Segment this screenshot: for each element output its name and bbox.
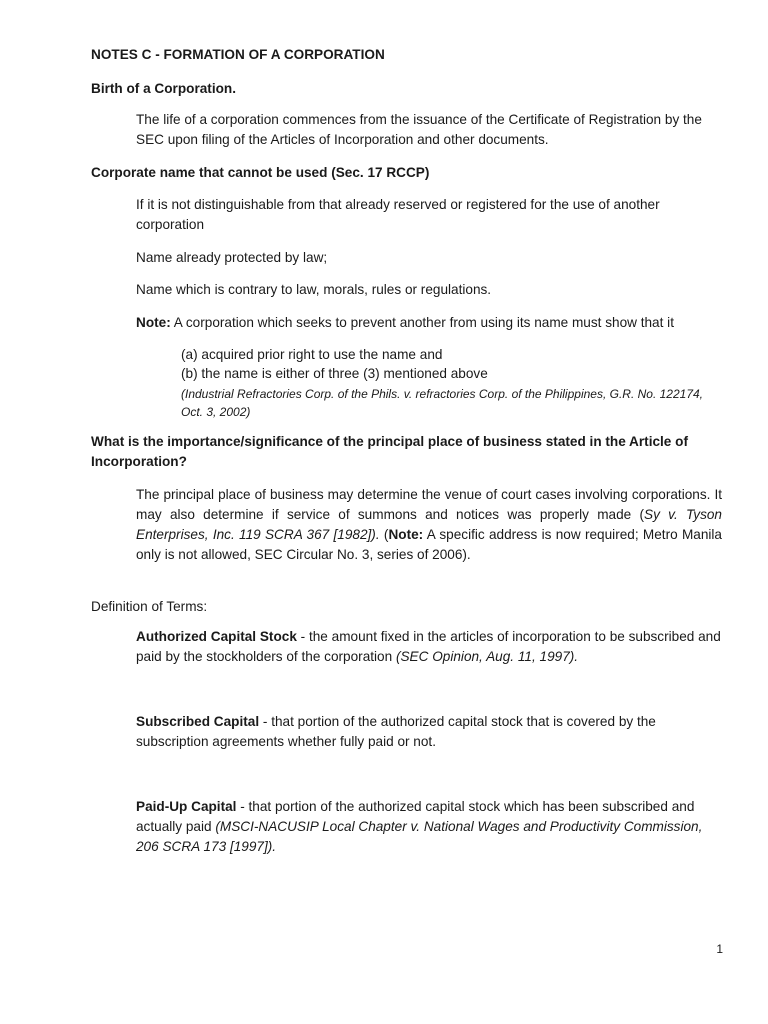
term-label: Subscribed Capital (136, 714, 260, 729)
principal-place-paragraph (136, 485, 722, 565)
birth-paragraph: The life of a corporation commences from the issuance of the Certificate of Registration by the SEC upon filing of the Articles of Incorporation and other documents. (136, 112, 702, 147)
note-label: Note: (136, 315, 171, 330)
principal-case-citation: Sy v. Tyson Enterprises, Inc. 119 SCRA 367 [1982]). (136, 507, 722, 542)
note-sub-b: (b) the name is either of three (3) mentioned above (181, 366, 488, 381)
note-sub-a: (a) acquired prior right to use the name and (181, 347, 443, 362)
term-citation: (MSCI-NACUSIP Local Chapter v. National Wages and Productivity Commission, 206 SCRA 173 [1997]). (136, 819, 703, 854)
term-citation: (SEC Opinion, Aug. 11, 1997). (395, 649, 579, 664)
section-heading-birth: Birth of a Corporation. (91, 81, 236, 96)
section-heading-principal-place: What is the importance/significance of the principal place of business stated in the Article of Incorporation? (91, 434, 688, 469)
definition-heading: Definition of Terms: (91, 599, 208, 614)
definition-authorized-capital-stock (136, 627, 722, 667)
document-title: NOTES C - FORMATION OF A CORPORATION (91, 47, 385, 62)
name-restriction-1: If it is not distinguishable from that already reserved or registered for the use of another corporation (136, 197, 660, 232)
term-label: Paid-Up Capital (136, 799, 237, 814)
term-text: - that portion of the authorized capital stock that is covered by the subscription agreements whether fully paid or not. (136, 714, 656, 749)
definition-subscribed-capital (136, 712, 722, 752)
definition-paid-up-capital (136, 797, 722, 857)
name-restriction-3: Name which is contrary to law, morals, rules or regulations. (136, 282, 492, 297)
note-text: A corporation which seeks to prevent another from using its name must show that it (170, 315, 674, 330)
principal-note-label: Note: (388, 527, 424, 542)
page-number: 1 (716, 942, 723, 956)
term-text: - the amount fixed in the articles of incorporation to be subscribed and paid by the stockholders of the corporation (136, 629, 721, 664)
note-citation: (Industrial Refractories Corp. of the Phils. v. refractories Corp. of the Philippines, G.R. No. 122174, Oct. 3, 2002) (181, 387, 704, 419)
term-label: Authorized Capital Stock (136, 629, 297, 644)
principal-text-1: The principal place of business may determine the venue of court cases involving corporations. It may also determine if service of summons and notices was properly made ( (136, 487, 722, 522)
principal-text-2: ( (379, 527, 389, 542)
section-heading-corporate-name: Corporate name that cannot be used (Sec. 17 RCCP) (91, 165, 430, 180)
principal-text-3: A specific address is now required; Metro Manila only is not allowed, SEC Circular No. 3, series of 2006). (136, 527, 722, 562)
note-paragraph (136, 313, 722, 333)
term-text: - that portion of the authorized capital stock which has been subscribed and actually paid (136, 799, 695, 834)
name-restriction-2: Name already protected by law; (136, 250, 328, 265)
